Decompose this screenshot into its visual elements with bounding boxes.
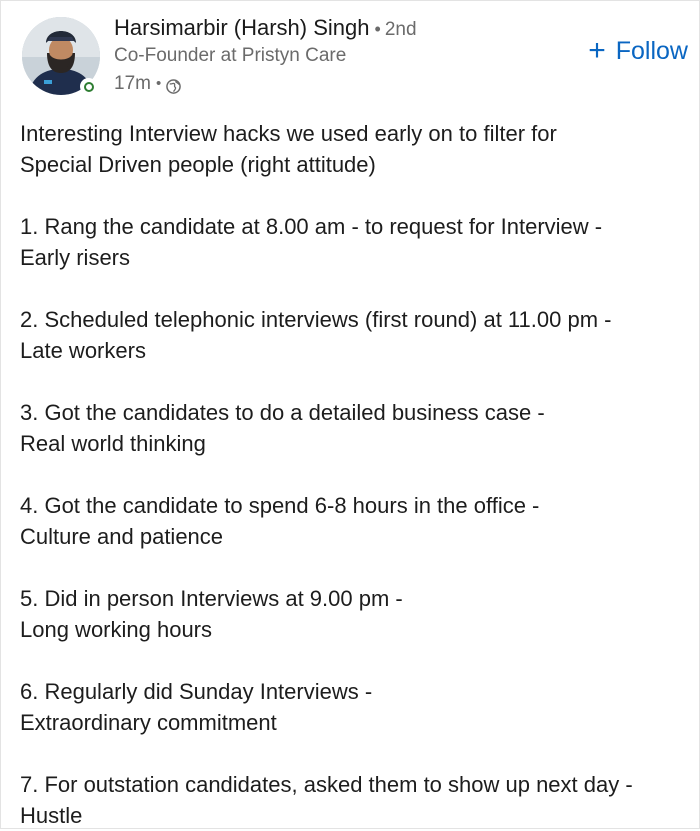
post-time: 17m <box>114 73 151 94</box>
connection-degree: 2nd <box>384 19 417 40</box>
meta-separator: • <box>155 75 162 92</box>
post-meta <box>114 72 181 96</box>
author-headline: Co-Founder at Pristyn Care <box>114 45 347 66</box>
degree-separator: • <box>374 19 381 39</box>
author-name[interactable]: Harsimarbir (Harsh) Singh <box>114 15 370 40</box>
follow-button[interactable] <box>588 34 688 68</box>
globe-icon <box>166 77 181 92</box>
post-header <box>0 0 700 110</box>
online-status-icon <box>80 78 97 95</box>
post-text: Interesting Interview hacks we used early on to filter for Special Driven people (right attitude) 1. Rang the candidate at 8.00 am - to request for Interview - Early risers 2. Scheduled telephonic interviews (first round) at 11.00 pm - Late workers 3. Got the candidates to do a detailed business case - Real world thinking 4. Got the candidate to spend 6-8 hours in the office - Culture and patience 5. Did in person Interviews at 9.00 pm - Long working hours 6. Regularly did Sunday Interviews - Extraordinary commitment 7. For outstation candidates, asked them to show up next day - Hustle <box>20 121 633 828</box>
plus-icon: + <box>588 34 606 67</box>
author-line <box>114 14 417 44</box>
follow-label: Follow <box>615 36 688 65</box>
